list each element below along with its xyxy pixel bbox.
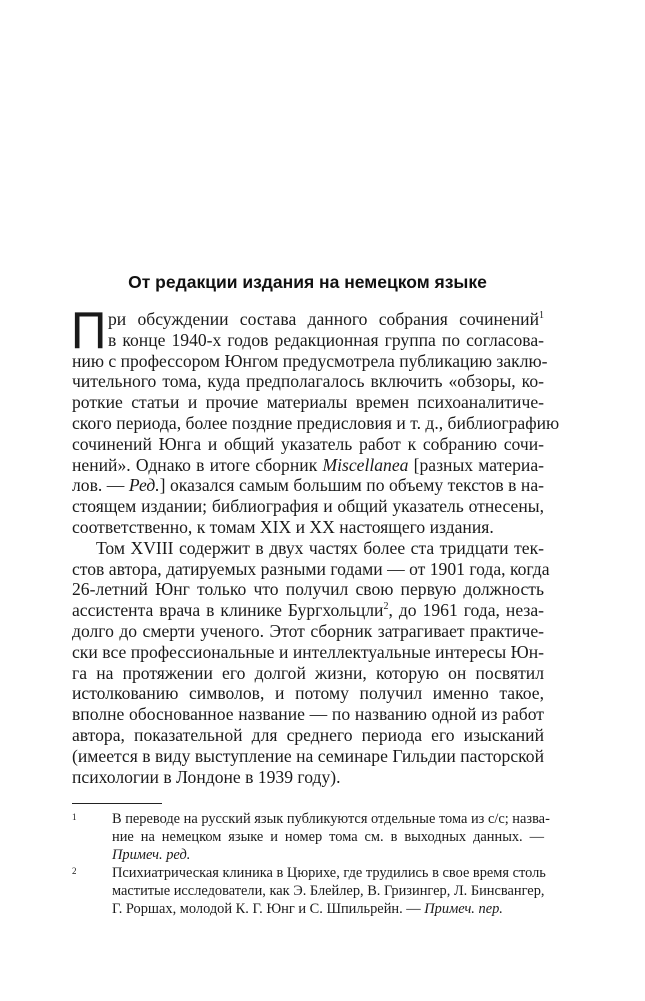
text-segment: га на протяжении его долгой жизни, которую он посвятил — [72, 662, 544, 683]
section-heading: От редакции издания на немецком языке — [128, 272, 487, 292]
text-segment: истолкованию символов, и потому получил именно такое, — [72, 683, 544, 704]
text-line — [72, 412, 560, 434]
text-segment: стов автора, датируемых разными годами — от 1901 года, когда — [72, 558, 550, 579]
footnote-separator — [72, 803, 162, 804]
text-line — [72, 600, 544, 621]
text-segment: ски все профессиональные и интеллектуальные интересы Юн- — [72, 641, 544, 662]
text-segment: ассистента врача в клинике Бургхольцли — [72, 600, 384, 621]
text-line — [72, 767, 544, 788]
text-segment: (имеется в виду выступление на семинаре Гильдии пасторской — [72, 745, 544, 766]
text-segment: [разных материа- — [408, 454, 544, 475]
text-segment: маститые исследователи, как Э. Блейлер, В. Гризингер, Л. Бинсвангер, — [112, 883, 545, 899]
text-line — [112, 864, 544, 882]
footnote-reference: 1 — [539, 310, 544, 321]
text-line — [112, 810, 550, 828]
italic-text: Ред. — [128, 475, 160, 496]
text-line — [72, 621, 544, 642]
text-segment: В переводе на русский язык публикуются отдельные тома из с/с; назва- — [112, 811, 550, 827]
text-line — [72, 663, 544, 684]
text-line — [72, 517, 544, 538]
text-segment: , до 1961 года, неза- — [388, 600, 544, 621]
text-segment: психологии в Лондоне в 1939 году). — [72, 766, 341, 787]
text-line — [72, 496, 544, 517]
text-segment: долго до смерти ученого. Этот сборник затрагивает практиче- — [72, 620, 544, 641]
italic-text: Miscellanea — [322, 454, 409, 475]
paragraph-1 — [70, 302, 560, 538]
text-line — [72, 392, 544, 413]
text-line — [112, 828, 544, 846]
footnote-number: 1 — [72, 812, 77, 822]
text-line — [112, 846, 544, 864]
italic-text: Примеч. ред. — [112, 847, 191, 863]
text-line — [72, 558, 550, 580]
text-line — [72, 455, 544, 476]
text-line — [72, 475, 544, 496]
text-segment: ние на немецком языке и номер тома см. в выходных данных. — — [112, 829, 544, 845]
text-segment: роткие статьи и прочие материалы времен психоаналитиче- — [72, 392, 544, 413]
footnote-reference: 2 — [383, 601, 389, 613]
text-line — [72, 642, 544, 663]
footnote-1 — [72, 810, 550, 864]
text-line — [72, 746, 544, 767]
text-segment: лов. — — [72, 475, 129, 496]
footnote-number: 2 — [72, 866, 77, 876]
text-line — [72, 309, 544, 330]
text-segment: нию с профессором Юнгом предусмотрела публикацию заклю- — [72, 350, 548, 371]
text-line — [112, 900, 544, 918]
drop-cap: П — [70, 302, 107, 360]
text-line — [72, 579, 544, 600]
text-segment: чительного тома, куда предполагалось включить «обзоры, ко- — [72, 371, 544, 392]
text-segment: стоящем издании; библиография и общий указатель отнесены, — [72, 496, 544, 517]
text-line — [72, 330, 544, 351]
text-segment: Г. Роршах, молодой К. Г. Юнг и С. Шпильрейн. — — [112, 901, 425, 917]
text-segment: 26-летний Юнг только что получил свою первую должность — [72, 579, 544, 600]
text-line — [112, 882, 544, 900]
italic-text: Примеч. пер. — [424, 901, 503, 917]
text-segment: в конце 1940-х годов редакционная группа по согласова- — [108, 329, 544, 350]
footnote-2 — [72, 864, 544, 918]
text-segment: соответственно, к томам XIX и XX настоящего издания. — [72, 516, 494, 537]
text-line — [72, 683, 544, 704]
text-segment: ского периода, более поздние предисловия и т. д., библиографию — [72, 412, 560, 433]
footnote-text — [112, 864, 544, 918]
body-text — [70, 302, 560, 787]
text-line — [72, 434, 544, 455]
text-segment: ] оказался самым большим по объему текстов в на- — [159, 475, 544, 496]
text-segment: Психиатрическая клиника в Цюрихе, где трудились в свое время столь — [112, 865, 546, 881]
text-line — [72, 371, 544, 392]
text-line — [72, 725, 544, 746]
text-segment: автора, показательной для среднего периода его изысканий — [72, 724, 544, 745]
text-segment: нений». Однако в итоге сборник — [72, 454, 323, 475]
text-segment: Том XVIII содержит в двух частях более ста тридцати тек- — [96, 537, 544, 558]
text-line — [72, 538, 544, 559]
footnote-text — [112, 810, 550, 864]
paragraph-2 — [72, 537, 550, 788]
text-line — [72, 704, 544, 725]
text-segment: вполне обоснованное название — по названию одной из работ — [72, 704, 544, 725]
text-segment: ри обсуждении состава данного собрания сочинений — [108, 309, 539, 329]
text-segment: сочинений Юнга и общий указатель работ к собранию сочи- — [72, 433, 544, 454]
text-line — [72, 350, 548, 372]
